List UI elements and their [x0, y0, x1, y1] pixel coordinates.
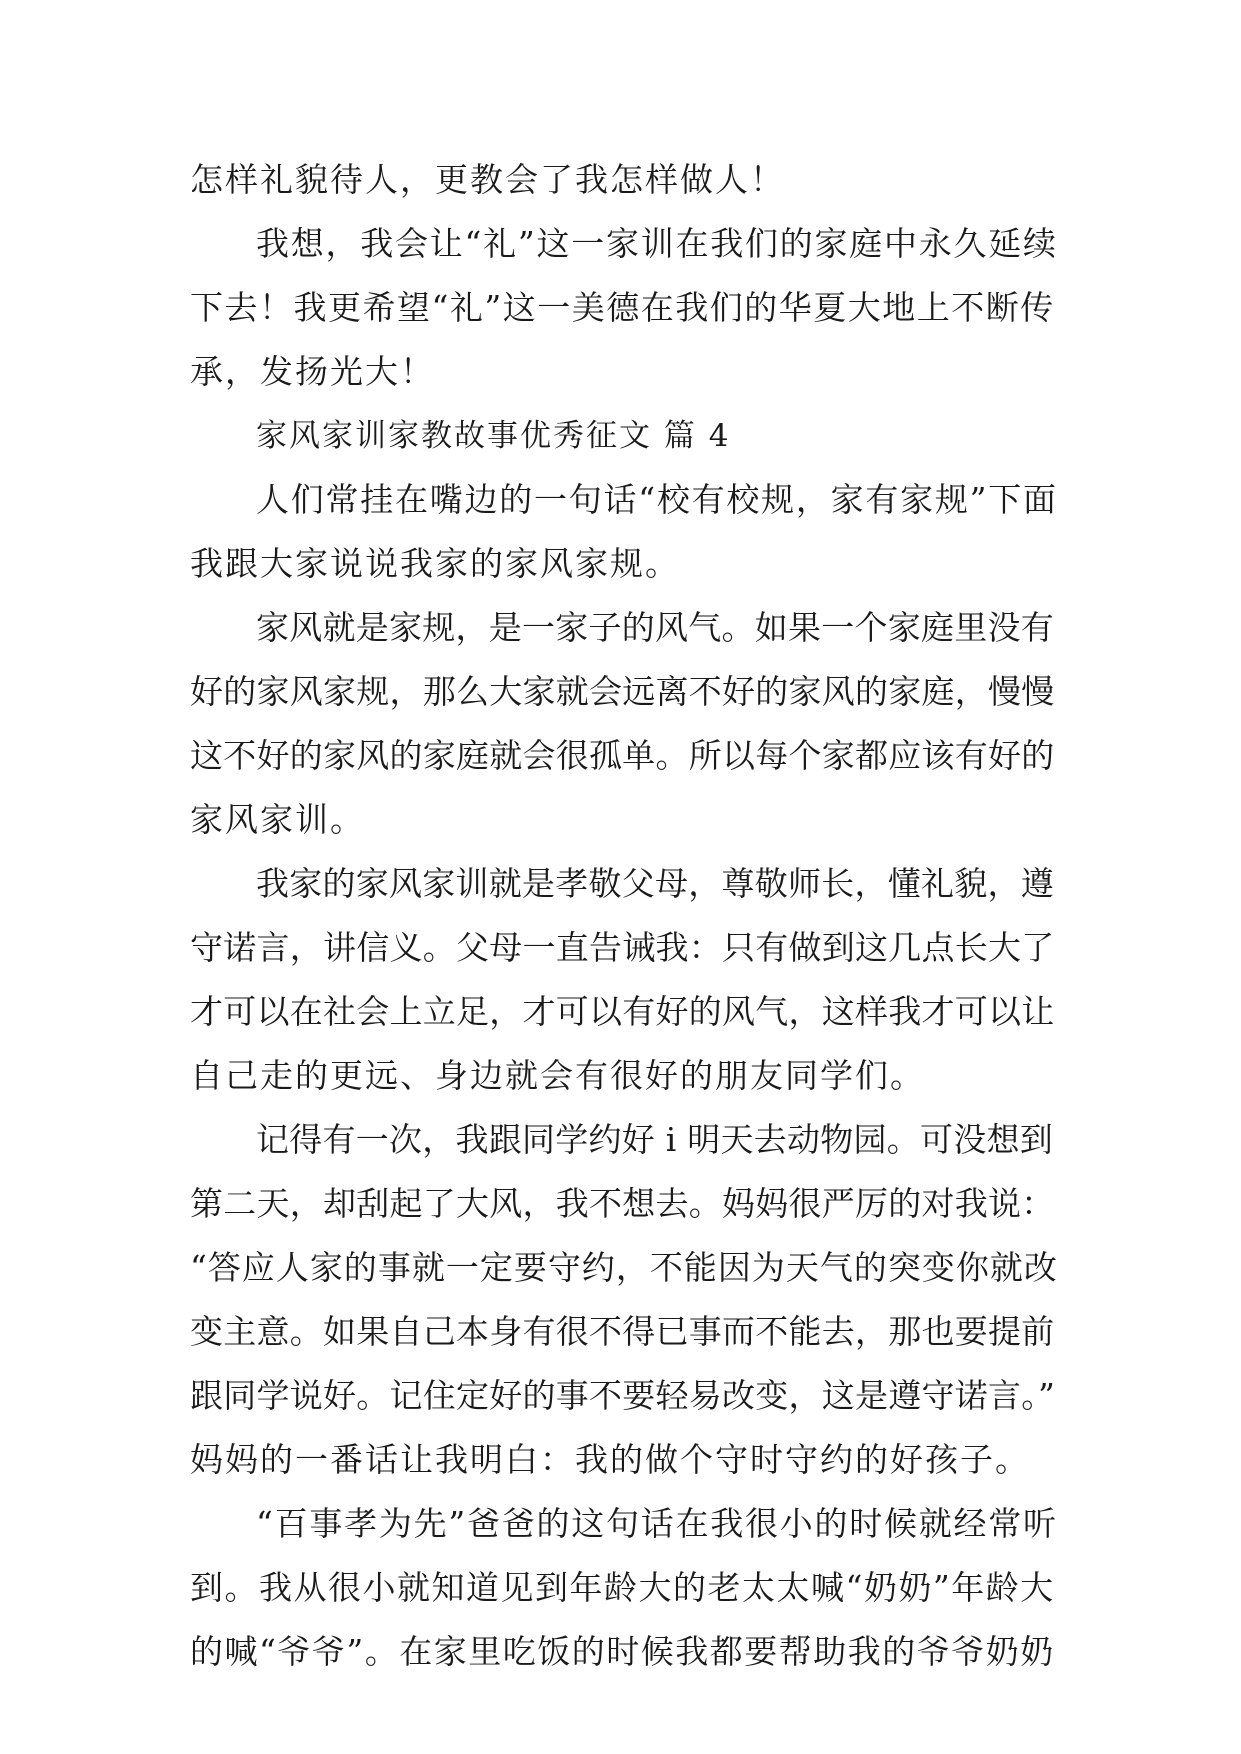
text-line: 家风就是家规，是一家子的风气。如果一个家庭里没有 — [256, 608, 1054, 647]
text-line: 自己走的更远、身边就会有很好的朋友同学们。 — [190, 1056, 925, 1095]
text-line: 第二天，却刮起了大风，我不想去。妈妈很严厉的对我说： — [190, 1184, 1055, 1223]
text-line: 怎样礼貌待人，更教会了我怎样做人！ — [190, 160, 785, 199]
text-line: 守诺言，讲信义。父母一直告诫我：只有做到这几点长大了 — [190, 928, 1055, 967]
text-line: “答应人家的事就一定要守约，不能因为天气的突变你就改 — [190, 1248, 1058, 1287]
text-line: 家风家训。 — [190, 800, 365, 839]
text-line: 我家的家风家训就是孝敬父母，尊敬师长，懂礼貌，遵 — [256, 864, 1054, 903]
text-line: 到。我从很小就知道见到年龄大的老太太喊“奶奶”年龄大 — [190, 1568, 1055, 1607]
text-line: 的喊“爷爷”。在家里吃饭的时候我都要帮助我的爷爷奶奶 — [190, 1632, 1055, 1671]
text-line: 跟同学说好。记住定好的事不要轻易改变，这是遵守诺言。” — [190, 1376, 1056, 1415]
text-line: 妈妈的一番话让我明白：我的做个守时守约的好孩子。 — [190, 1440, 1030, 1479]
text-line: 人们常挂在嘴边的一句话“校有校规，家有家规”下面 — [256, 480, 1058, 519]
text-line: 我想，我会让“礼”这一家训在我们的家庭中永久延续 — [256, 224, 1058, 263]
text-line: 承，发扬光大！ — [190, 352, 435, 391]
text-line: 好的家风家规，那么大家就会远离不好的家风的家庭，慢慢 — [190, 672, 1055, 711]
text-line: 记得有一次，我跟同学约好 i 明天去动物园。可没想到 — [256, 1120, 1054, 1159]
text-line: 才可以在社会上立足，才可以有好的风气，这样我才可以让 — [190, 992, 1055, 1031]
text-line: 我跟大家说说我家的家风家规。 — [190, 544, 680, 583]
text-line: 这不好的家风的家庭就会很孤单。所以每个家都应该有好的 — [190, 736, 1055, 775]
document-body — [190, 148, 1058, 1684]
text-line: “百事孝为先”爸爸的这句话在我很小的时候就经常听 — [256, 1504, 1058, 1543]
text-line: 下去！我更希望“礼”这一美德在我们的华夏大地上不断传 — [190, 288, 1055, 327]
text-line: 变主意。如果自己本身有很不得已事而不能去，那也要提前 — [190, 1312, 1055, 1351]
section-heading: 家风家训家教故事优秀征文 篇 4 — [256, 418, 731, 454]
